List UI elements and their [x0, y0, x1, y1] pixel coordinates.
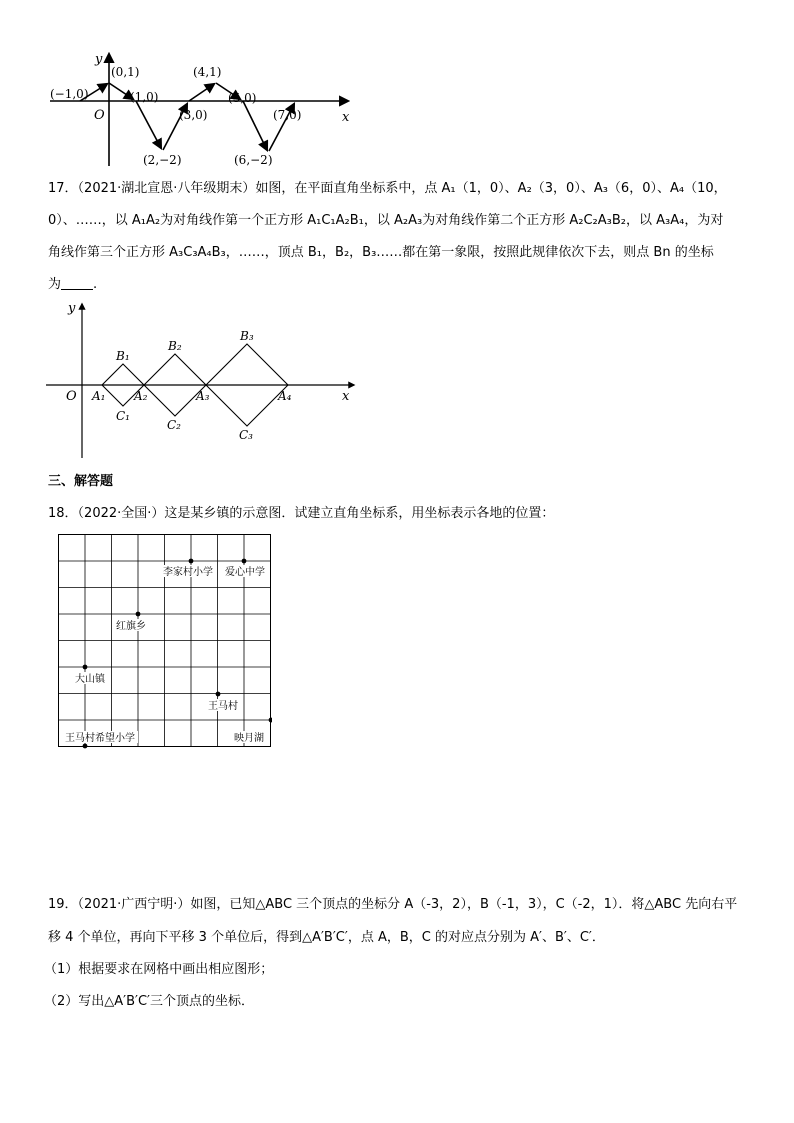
label-3-0: (3,0) — [179, 108, 208, 122]
place-label-yingyue: 映月湖 — [234, 733, 264, 744]
label-c3: C₃ — [239, 428, 253, 442]
label-2-m2: (2,−2) — [143, 153, 182, 167]
place-label-hongqi: 红旗乡 — [116, 621, 146, 632]
place-label-wangma: 王马村 — [208, 701, 238, 712]
place-label-dashan: 大山镇 — [75, 674, 105, 685]
label-a2: A₂ — [134, 389, 148, 403]
label-5-0: (5,0) — [228, 91, 257, 105]
y-axis-label: y — [95, 52, 103, 67]
segment-7 — [243, 101, 267, 150]
label-b1: B₁ — [116, 349, 130, 363]
label-c1: C₁ — [116, 409, 130, 423]
q17-line-4-prefix: 为 — [48, 277, 62, 292]
place-dot-aixin — [242, 559, 247, 564]
q19-part-1: （1）根据要求在网格中画出相应图形； — [44, 962, 274, 977]
y-axis-label: y — [68, 301, 76, 316]
q18-text: 18．（2022·全国·）这是某乡镇的示意图．试建立直角坐标系，用坐标表示各地的位置： — [48, 506, 555, 521]
place-label-aixin: 爱心中学 — [225, 567, 265, 578]
place-dot-hongqi — [136, 612, 141, 617]
q17-line-4-end: . — [93, 277, 98, 292]
squares-figure — [44, 296, 364, 462]
q17-line-1: 17．（2021·湖北宣恩·八年级期末）如图，在平面直角坐标系中，点 A₁（1，0）、A₂（3，0）、A₃（6，0）、A₄（10， — [48, 181, 727, 196]
label-6-m2: (6,−2) — [234, 153, 273, 167]
label-b2: B₂ — [168, 339, 182, 353]
place-dot-dashan — [83, 665, 88, 670]
label-c2: C₂ — [167, 418, 181, 432]
origin-label: O — [94, 108, 105, 123]
q19-line-2: 移 4 个单位，再向下平移 3 个单位后，得到△A′B′C′，点 A，B，C 的对应点分别为 A′、B′、C′． — [48, 930, 605, 945]
answer-blank — [61, 275, 93, 290]
q17-line-4 — [48, 273, 97, 292]
label-0-1: (0,1) — [111, 65, 140, 79]
village-map — [58, 534, 272, 750]
place-dot-xiwang — [83, 744, 88, 749]
label-4-1: (4,1) — [193, 65, 222, 79]
q17-line-3: 角线作第三个正方形 A₃C₃A₄B₃，……，顶点 B₁，B₂，B₃……都在第一象限，按照此规律依次下去，则点 Bn 的坐标 — [48, 245, 714, 260]
q19-part-2: （2）写出△A′B′C′三个顶点的坐标． — [44, 994, 255, 1009]
place-dot-yingyue — [269, 718, 272, 723]
label-1-0: (1,0) — [130, 90, 159, 104]
label-a1: A₁ — [92, 389, 106, 403]
place-dot-wangma — [216, 692, 221, 697]
label-7-0: (7,0) — [273, 108, 302, 122]
segment-5 — [189, 84, 214, 101]
origin-label: O — [66, 389, 77, 404]
segment-3 — [136, 101, 161, 148]
zigzag-figure — [40, 48, 370, 170]
label-a4: A₄ — [278, 389, 292, 403]
place-label-xiwang: 王马村希望小学 — [65, 733, 135, 744]
x-axis-label: x — [342, 110, 350, 125]
label-m1-0: (−1,0) — [50, 87, 89, 101]
q17-line-2: 0）、……，以 A₁A₂为对角线作第一个正方形 A₁C₁A₂B₁，以 A₂A₃为对角线作第二个正方形 A₂C₂A₃B₂，以 A₃A₄，为对 — [48, 213, 724, 228]
place-dot-lijia — [189, 559, 194, 564]
label-a3: A₃ — [196, 389, 210, 403]
q19-line-1: 19．（2021·广西宁明·）如图，已知△ABC 三个顶点的坐标分 A（-3，2），B（-1，3），C（-2，1）．将△ABC 先向右平 — [48, 897, 738, 912]
x-axis-label: x — [342, 389, 350, 404]
place-label-lijia: 李家村小学 — [163, 567, 213, 578]
section-heading: 三、解答题 — [48, 474, 114, 489]
label-b3: B₃ — [240, 329, 254, 343]
